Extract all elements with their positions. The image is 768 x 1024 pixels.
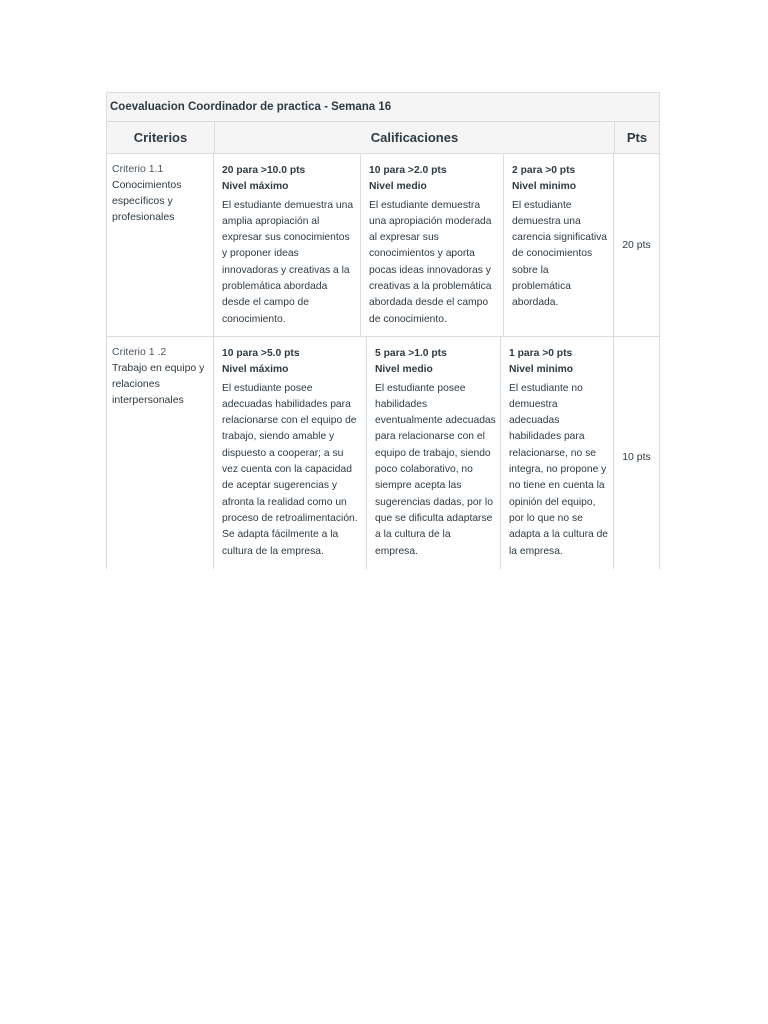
rating-points: 1 para >0 pts [509,348,573,359]
criterion-row [107,154,659,337]
criterion-row [107,337,659,569]
rating-description: El estudiante posee adecuadas habilidades para relacionarse con el equipo de trabajo, siendo amable y dispuesto a cooperar; a su vez cuenta con la capacidad de aceptar sugerencias y afronta la realidad como un proceso de retroalimentación. Se adapta fácilmente a la cultura de la empresa. [222,382,358,557]
rating-description: El estudiante posee habilidades eventualmente adecuadas para relacionarse con el equipo de trabajo, siendo poco colaborativo, no siempre acepta las sugerencias dadas, por lo que se dificulta adaptarse a la cultura de la empresa. [375,382,496,557]
rating-description: El estudiante demuestra una apropiación moderada al expresar sus conocimientos y aporta pocas ideas innovadoras y creativas a la problemática abordada desde el campo de conocimiento. [369,199,492,325]
criterion-description [107,337,214,569]
rating-description: El estudiante demuestra una amplia apropiación al expresar sus conocimientos y proponer ideas innovadoras y creativas a la problemática abordada desde el campo de conocimiento. [222,199,354,325]
rating-cell [367,337,501,569]
header-ratings: Calificaciones [215,122,615,153]
rating-description: El estudiante demuestra una carencia significativa de conocimientos sobre la problemática abordada. [512,199,608,309]
rating-level: Nivel minimo [509,364,574,376]
rating-cell [214,154,361,336]
rating-points: 10 para >5.0 pts [222,348,300,359]
rubric-header-row [107,122,659,154]
rating-description: El estudiante no demuestra adecuadas habilidades para relacionarse, no se integra, no propone y no tiene en cuenta la opinión del equipo, por lo que no se adapta a la cultura de la empresa. [509,382,609,557]
rating-level: Nivel minimo [512,181,577,193]
header-criteria: Criterios [107,122,215,153]
rubric-title: Coevaluacion Coordinador de practica - Semana 16 [107,93,659,122]
rating-points: 10 para >2.0 pts [369,165,447,176]
rating-level: Nivel máximo [222,181,289,193]
criterion-name: Trabajo en equipo y relaciones interpersonales [112,362,205,406]
criterion-points: 20 pts [622,239,651,251]
criterion-ratings [214,154,614,336]
criterion-ratings [214,337,614,569]
criterion-points: 10 pts [622,451,651,463]
criterion-id: Criterio 1.1 [112,163,164,175]
header-points: Pts [626,130,648,145]
criterion-id: Criterio 1 .2 [112,346,167,358]
criterion-description [107,154,214,336]
rating-level: Nivel medio [375,364,433,376]
rating-level: Nivel medio [369,181,427,193]
rating-cell [501,337,613,569]
rating-cell [504,154,613,336]
rating-points: 2 para >0 pts [512,165,576,176]
criterion-name: Conocimientos específicos y profesionales [112,179,182,223]
rubric-table [106,92,660,569]
rating-points: 5 para >1.0 pts [375,348,447,359]
rating-points: 20 para >10.0 pts [222,165,306,176]
rating-level: Nivel máximo [222,364,289,376]
rating-cell [214,337,367,569]
rating-cell [361,154,504,336]
